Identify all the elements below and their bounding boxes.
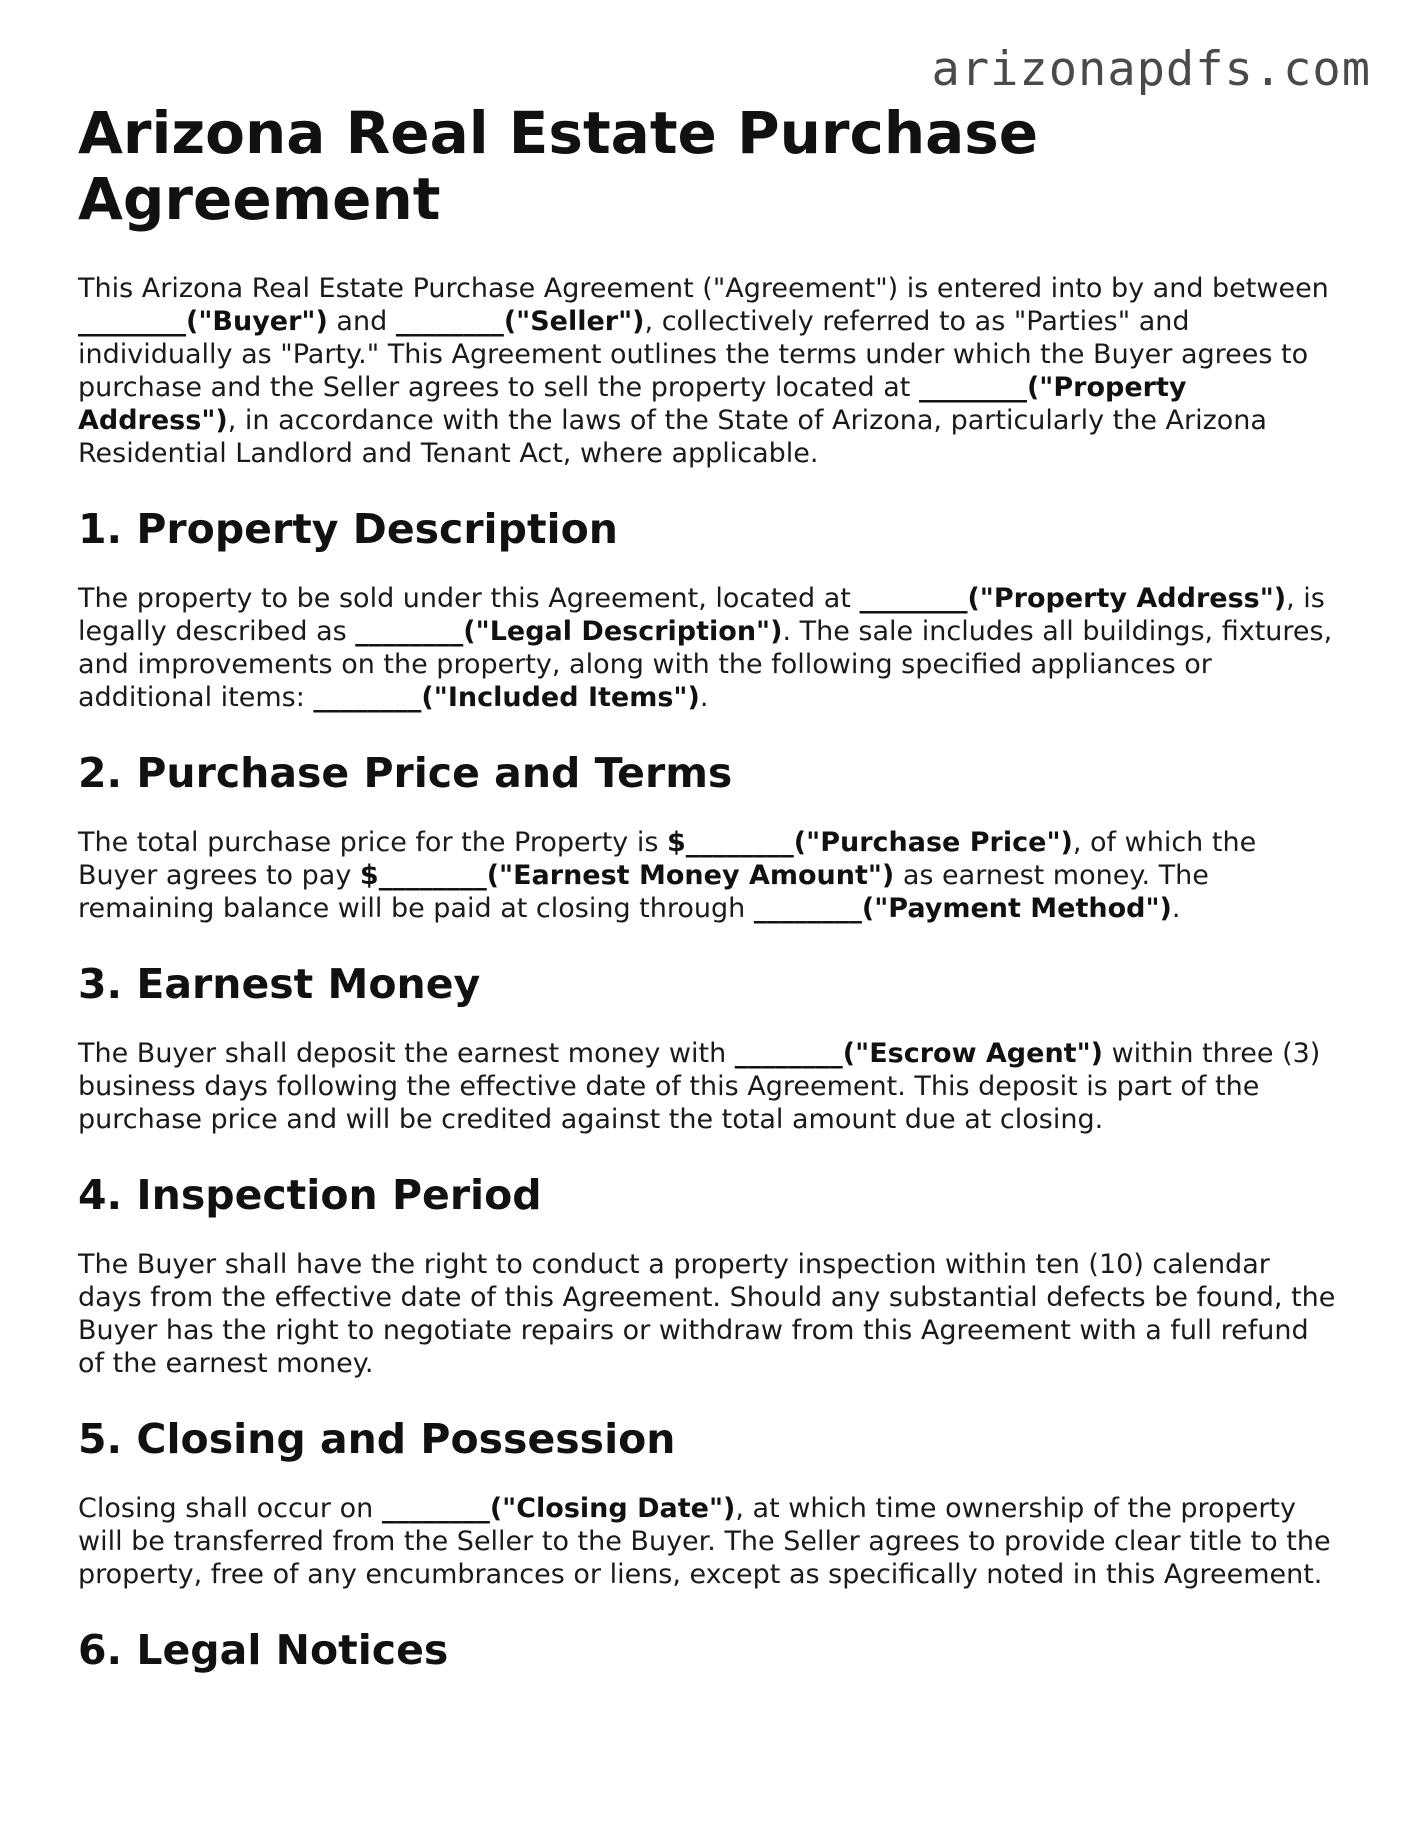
s3-text-1: The Buyer shall deposit the earnest money with (78, 1038, 735, 1069)
seller-label: ("Seller") (503, 306, 645, 337)
s2-earnest-label: $________("Earnest Money Amount") (359, 860, 895, 891)
s1-address-label: ("Property Address") (967, 583, 1287, 614)
intro-paragraph (78, 272, 1340, 470)
s1-address-blank: ________ (859, 583, 968, 614)
section-heading: 3. Earnest Money (78, 960, 481, 1008)
section-earnest-money (78, 959, 1340, 1136)
intro-text-3: , collectively referred to as "Parties" and individually as "Party." This Agreement outlines the terms under which the Buyer agrees to purchase and the Seller agrees to sell the property located at (78, 306, 1309, 403)
section-paragraph (78, 826, 1340, 925)
intro-address-blank: ________ (918, 372, 1027, 403)
s1-legal-label: ("Legal Description") (463, 616, 783, 647)
section-legal-notices (78, 1625, 1340, 1675)
section-paragraph (78, 1492, 1340, 1591)
buyer-label: ("Buyer") (186, 306, 328, 337)
s1-text-2: , is legally described as (78, 583, 1325, 647)
section-heading: 1. Property Description (78, 505, 618, 553)
intro-text-1: This Arizona Real Estate Purchase Agreement ("Agreement") is entered into by and between (78, 273, 1329, 304)
s2-text-3: as earnest money. The remaining balance will be paid at closing through (78, 860, 1209, 924)
s2-text-4: . (1171, 893, 1181, 924)
s1-items-blank: ________ (313, 682, 422, 713)
s1-text-3: . The sale includes all buildings, fixtures, and improvements on the property, along with the following specified appliances or additional items: (78, 616, 1333, 713)
section-purchase-price (78, 748, 1340, 925)
s2-text-1: The total purchase price for the Property is (78, 827, 668, 858)
s5-text-2: , at which time ownership of the property will be transferred from the Seller to the Buyer. The Seller agrees to provide clear title to the property, free of any encumbrances or liens, except as specifically noted in this Agreement. (78, 1493, 1331, 1590)
s1-items-label: ("Included Items") (421, 682, 700, 713)
section-heading: 4. Inspection Period (78, 1171, 542, 1219)
intro-address-label: ("Property Address") (78, 372, 1187, 436)
s5-text-1: Closing shall occur on (78, 1493, 382, 1524)
document-title: Arizona Real Estate Purchase Agreement (78, 99, 1039, 233)
s5-date-label: ________("Closing Date") (381, 1493, 736, 1524)
section-inspection-period (78, 1170, 1340, 1380)
s3-escrow-label: ________("Escrow Agent") (734, 1038, 1103, 1069)
s3-text-2: within three (3) business days following the effective date of this Agreement. This deposit is part of the purchase price and will be credited against the total amount due at closing. (78, 1038, 1321, 1135)
section-heading: 2. Purchase Price and Terms (78, 749, 733, 797)
s2-text-2: , of which the Buyer agrees to pay (78, 827, 1257, 891)
buyer-blank: ________ (78, 306, 186, 337)
intro-text-4: , in accordance with the laws of the State of Arizona, particularly the Arizona Residential Landlord and Tenant Act, where applicable. (78, 405, 1267, 469)
section-paragraph: The Buyer shall have the right to conduct a property inspection within ten (10) calendar days from the effective date of this Agreement. Should any substantial defects be found, the Buyer has the right to negotiate repairs or withdraw from this Agreement with a full refund of the earnest money. (78, 1249, 1336, 1379)
s1-legal-blank: ________ (355, 616, 464, 647)
s2-method-label: ________("Payment Method") (753, 893, 1172, 924)
s1-text-1: The property to be sold under this Agreement, located at (78, 583, 860, 614)
seller-blank: ________ (395, 306, 504, 337)
section-closing-possession (78, 1414, 1340, 1591)
section-heading: 5. Closing and Possession (78, 1415, 676, 1463)
section-property-description (78, 504, 1340, 714)
section-heading: 6. Legal Notices (78, 1626, 449, 1674)
intro-text-2: and (327, 306, 396, 337)
s1-text-4: . (699, 682, 709, 713)
watermark: arizonapdfs.com (931, 42, 1371, 97)
document-page (78, 100, 1340, 1675)
s2-price-label: $________("Purchase Price") (667, 827, 1073, 858)
section-paragraph (78, 1037, 1340, 1136)
section-paragraph (78, 582, 1340, 714)
